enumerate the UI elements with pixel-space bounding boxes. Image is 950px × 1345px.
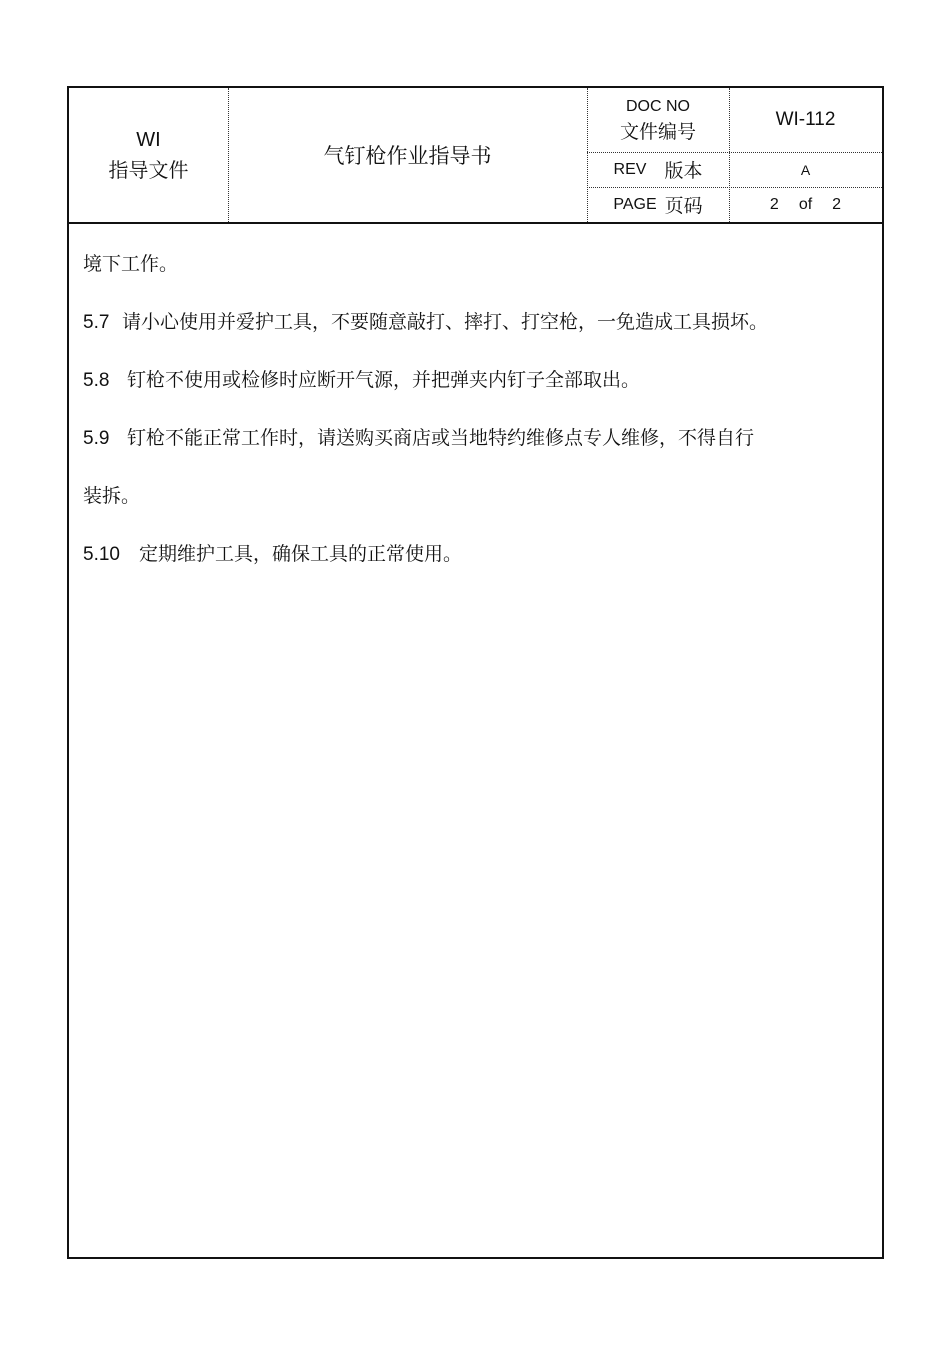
paragraph-number: 5.9 xyxy=(83,428,110,449)
page-value-cell xyxy=(729,187,882,222)
doc-no-cn: 文件编号 xyxy=(619,121,696,143)
paragraph-text: 请小心使用并爱护工具，不要随意敲打、摔打、打空枪，一免造成工具损坏。 xyxy=(122,311,769,333)
doc-no-label xyxy=(587,88,729,152)
paragraph-5-8 xyxy=(83,368,640,393)
rev-label xyxy=(587,152,729,187)
document-header xyxy=(69,88,882,224)
doc-no-value: WI-112 xyxy=(775,109,836,130)
paragraph-number: 5.8 xyxy=(83,370,110,391)
rev-value: A xyxy=(800,161,811,178)
paragraph-text: 定期维护工具，确保工具的正常使用。 xyxy=(139,543,463,565)
paragraph-text: 境下工作。 xyxy=(83,253,179,275)
page-label xyxy=(587,187,729,222)
document-title: 气钉枪作业指导书 xyxy=(323,144,492,168)
doc-no-value-cell xyxy=(729,88,882,152)
paragraph-5-9-continuation xyxy=(83,484,140,508)
paragraph-text: 钉枪不使用或检修时应断开气源，并把弹夹内钉子全部取出。 xyxy=(127,369,641,391)
title-block xyxy=(228,88,587,222)
paragraph-text: 装拆。 xyxy=(83,485,141,507)
wi-block xyxy=(69,88,228,222)
paragraph-number: 5.10 xyxy=(83,544,120,565)
doc-no-en: DOC NO xyxy=(626,98,690,115)
paragraph-5-7 xyxy=(83,310,768,335)
paragraph-continuation xyxy=(83,252,178,276)
paragraph-5-9 xyxy=(83,426,754,451)
paragraph-text: 钉枪不能正常工作时，请送购买商店或当地特约维修点专人维修，不得自行 xyxy=(127,427,755,449)
wi-label: 指导文件 xyxy=(108,158,189,182)
page-current: 2 xyxy=(769,195,779,213)
wi-code: WI xyxy=(136,129,161,151)
paragraph-5-10 xyxy=(83,542,462,567)
rev-en: REV xyxy=(613,160,647,178)
page-total: 2 xyxy=(832,195,842,213)
page-cn: 页码 xyxy=(664,195,703,217)
rev-value-cell xyxy=(729,152,882,187)
rev-cn: 版本 xyxy=(664,160,703,182)
document-frame xyxy=(67,86,884,1259)
paragraph-number: 5.7 xyxy=(83,312,110,333)
page-en: PAGE xyxy=(613,195,657,213)
page-of: of xyxy=(798,195,813,213)
